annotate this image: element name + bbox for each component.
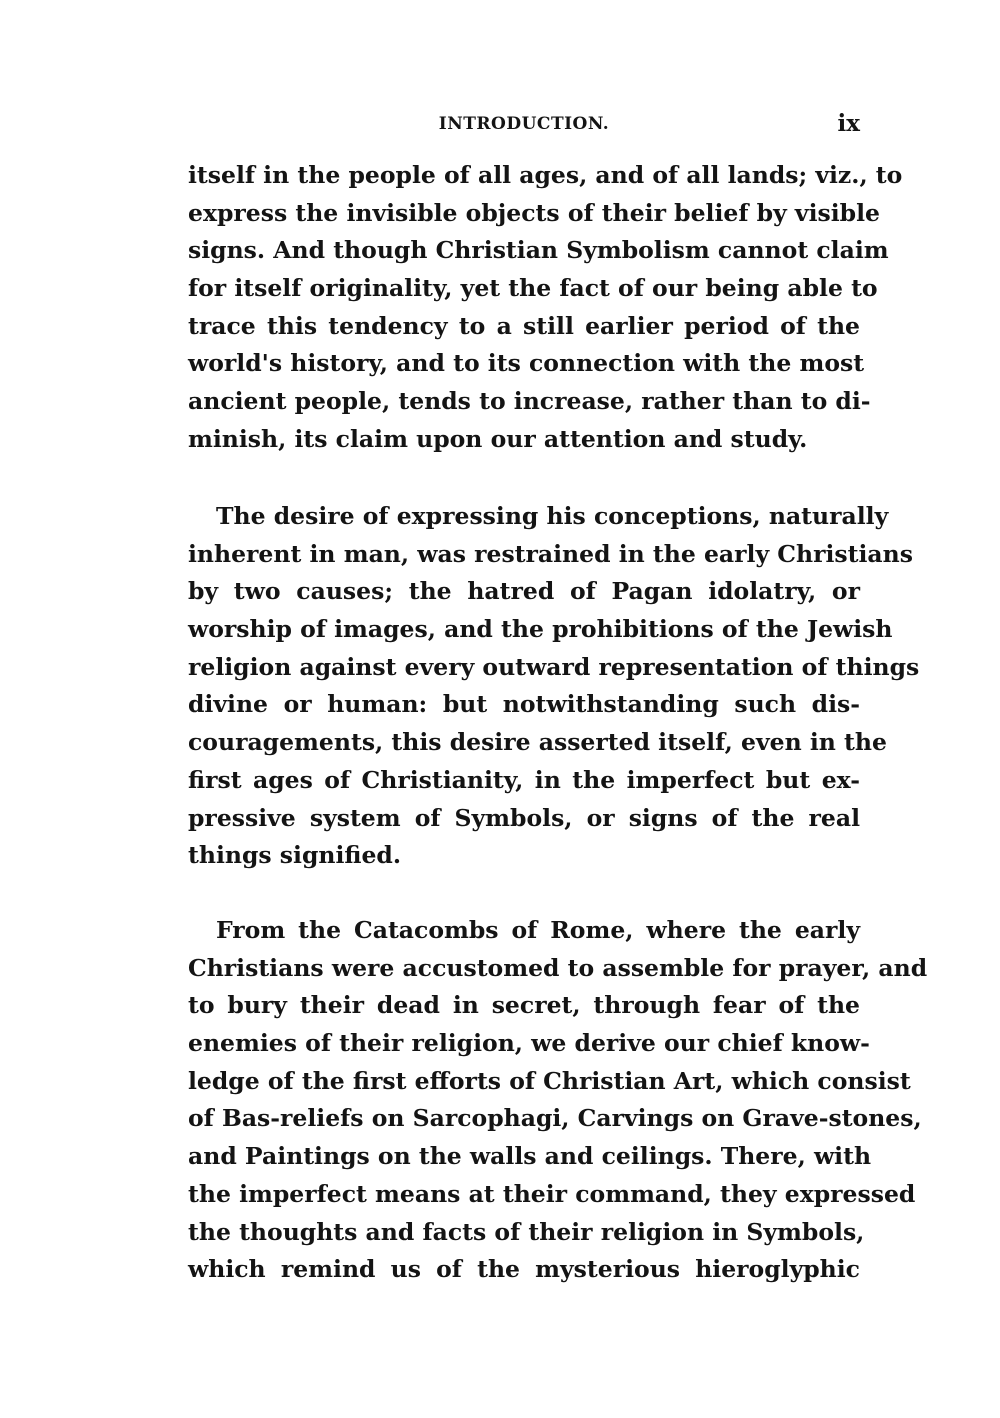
text-line: things signified. bbox=[188, 841, 402, 870]
text-line: itself in the people of all ages, and of all lands; viz., to bbox=[188, 161, 903, 189]
running-title: INTRODUCTION. bbox=[438, 114, 610, 134]
text-line: worship of images, and the prohibitions of the Jewish bbox=[188, 615, 893, 644]
paragraph-3 bbox=[188, 912, 928, 1289]
text-line: and Paintings on the walls and ceilings. There, with bbox=[188, 1142, 872, 1171]
text-line: world's history, and to its connection with the most bbox=[188, 349, 865, 378]
text-line: trace this tendency to a still earlier period of the bbox=[188, 311, 860, 340]
text-line: the thoughts and facts of their religion in Symbols, bbox=[188, 1217, 865, 1246]
text-line: to bury their dead in secret, through fear of the bbox=[188, 991, 860, 1020]
text-line: for itself originality, yet the fact of our being able to bbox=[188, 274, 878, 303]
text-line: inherent in man, was restrained in the early Christians bbox=[188, 539, 913, 568]
paragraph-2 bbox=[188, 498, 920, 875]
text-line: ancient people, tends to increase, rather than to di- bbox=[188, 387, 871, 416]
text-line: by two causes; the hatred of Pagan idolatry, or bbox=[188, 577, 860, 606]
text-line: signs. And though Christian Symbolism cannot claim bbox=[188, 236, 889, 265]
paragraph-1 bbox=[188, 157, 903, 459]
text-line: couragements, this desire asserted itself, even in the bbox=[188, 728, 887, 757]
text-line: pressive system of Symbols, or signs of the real bbox=[188, 803, 860, 832]
text-line: minish, its claim upon our attention and study. bbox=[188, 424, 808, 453]
text-line: Christians were accustomed to assemble for prayer, and bbox=[188, 953, 928, 982]
text-line: divine or human: but notwithstanding such dis- bbox=[188, 690, 860, 719]
text-line: From the Catacombs of Rome, where the early bbox=[216, 916, 860, 944]
text-line: The desire of expressing his conceptions, naturally bbox=[216, 502, 889, 530]
text-line: enemies of their religion, we derive our chief know- bbox=[188, 1029, 870, 1058]
text-line: which remind us of the mysterious hieroglyphic bbox=[188, 1255, 860, 1284]
text-line: the imperfect means at their command, they expressed bbox=[188, 1179, 916, 1208]
page-number: ix bbox=[837, 110, 860, 137]
text-line: ledge of the first efforts of Christian Art, which consist bbox=[188, 1066, 911, 1095]
text-line: of Bas-reliefs on Sarcophagi, Carvings on Grave-stones, bbox=[188, 1104, 922, 1133]
text-line: religion against every outward representation of things bbox=[188, 652, 920, 681]
running-head bbox=[188, 110, 860, 140]
text-line: express the invisible objects of their belief by visible bbox=[188, 198, 880, 227]
text-line: first ages of Christianity, in the imperfect but ex- bbox=[188, 765, 860, 794]
